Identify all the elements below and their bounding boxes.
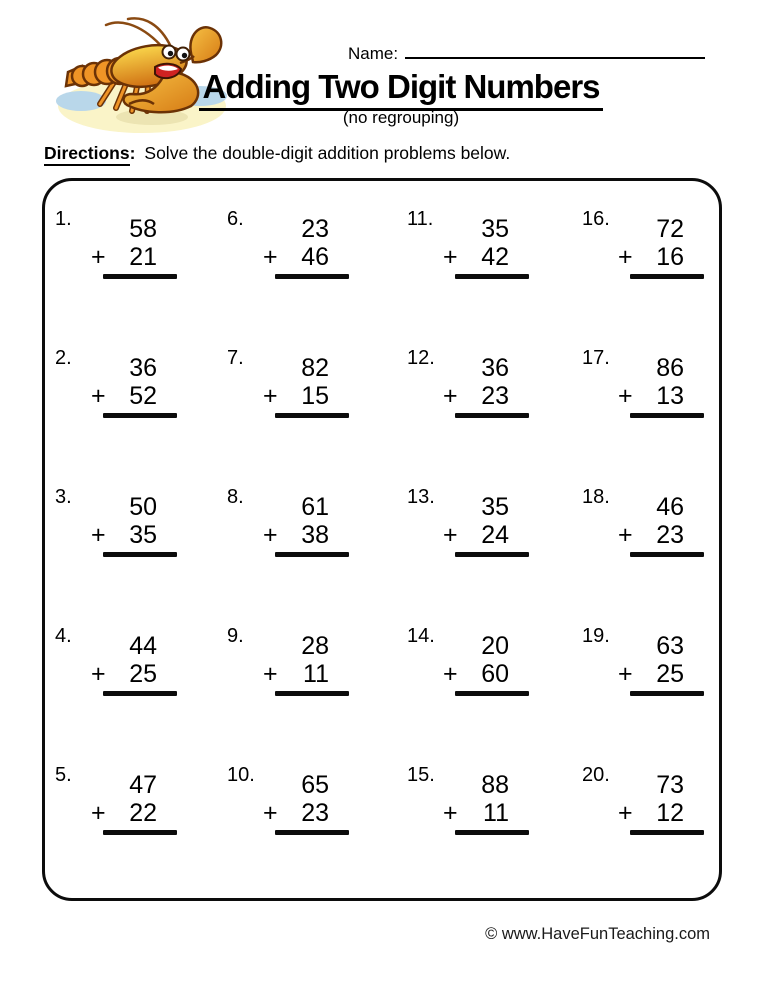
bottom-addend-row	[263, 522, 349, 548]
problem-19	[582, 620, 719, 759]
bottom-addend: 23	[481, 382, 509, 410]
problem-number: 11.	[407, 208, 434, 230]
addition-stack	[263, 494, 349, 557]
top-addend: 88	[481, 771, 509, 799]
bottom-addend: 23	[301, 799, 329, 827]
addition-stack	[263, 355, 349, 418]
answer-line	[455, 552, 529, 557]
top-addend: 61	[301, 493, 329, 521]
answer-line	[630, 552, 704, 557]
bottom-addend: 42	[481, 243, 509, 271]
bottom-addend-row	[263, 661, 349, 687]
name-blank-line	[405, 44, 705, 59]
name-label: Name:	[348, 44, 399, 63]
top-addend: 82	[301, 354, 329, 382]
bottom-addend: 13	[656, 382, 684, 410]
addition-stack	[91, 494, 177, 557]
problem-number: 13.	[407, 486, 435, 508]
bottom-addend-row	[618, 522, 704, 548]
bottom-addend-row	[443, 244, 529, 270]
bottom-addend-row	[91, 244, 177, 270]
plus-icon: +	[443, 799, 458, 827]
plus-icon: +	[618, 660, 633, 688]
addition-stack	[91, 355, 177, 418]
problem-number: 3.	[55, 486, 72, 508]
bottom-addend-row	[263, 383, 349, 409]
plus-icon: +	[443, 521, 458, 549]
top-addend: 72	[656, 215, 684, 243]
directions-colon: :	[129, 143, 136, 163]
problem-number: 20.	[582, 764, 610, 786]
answer-line	[455, 413, 529, 418]
top-addend: 28	[301, 632, 329, 660]
plus-icon: +	[618, 243, 633, 271]
addition-stack	[91, 772, 177, 835]
answer-line	[455, 691, 529, 696]
problem-9	[227, 620, 407, 759]
plus-icon: +	[91, 521, 106, 549]
bottom-addend-row	[618, 383, 704, 409]
problem-1	[55, 203, 227, 342]
problem-number: 10.	[227, 764, 255, 786]
plus-icon: +	[263, 799, 278, 827]
problems-box	[42, 178, 722, 901]
plus-icon: +	[91, 660, 106, 688]
directions-label: Directions	[44, 143, 130, 166]
problem-number: 7.	[227, 347, 244, 369]
bottom-addend-row	[443, 522, 529, 548]
bottom-addend-row	[263, 244, 349, 270]
top-addend: 35	[481, 215, 509, 243]
problem-number: 16.	[582, 208, 610, 230]
top-addend: 58	[129, 215, 157, 243]
bottom-addend-row	[91, 522, 177, 548]
answer-line	[630, 830, 704, 835]
bottom-addend-row	[263, 800, 349, 826]
page-title: Adding Two Digit Numbers	[30, 68, 772, 111]
problem-14	[407, 620, 582, 759]
top-addend: 35	[481, 493, 509, 521]
bottom-addend-row	[618, 800, 704, 826]
addition-stack	[443, 494, 529, 557]
top-addend: 73	[656, 771, 684, 799]
bottom-addend-row	[91, 800, 177, 826]
bottom-addend-row	[443, 800, 529, 826]
bottom-addend: 16	[656, 243, 684, 271]
problem-number: 8.	[227, 486, 244, 508]
bottom-addend: 52	[129, 382, 157, 410]
bottom-addend: 24	[481, 521, 509, 549]
bottom-addend: 11	[483, 799, 509, 827]
name-row	[348, 44, 705, 64]
bottom-addend: 38	[301, 521, 329, 549]
problem-20	[582, 759, 719, 898]
bottom-addend-row	[91, 661, 177, 687]
bottom-addend: 23	[656, 521, 684, 549]
answer-line	[103, 830, 177, 835]
bottom-addend: 25	[656, 660, 684, 688]
plus-icon: +	[618, 799, 633, 827]
problem-number: 1.	[55, 208, 72, 230]
problem-number: 19.	[582, 625, 610, 647]
top-addend: 36	[129, 354, 157, 382]
bottom-addend: 11	[303, 660, 329, 688]
bottom-addend: 22	[129, 799, 157, 827]
top-addend: 63	[656, 632, 684, 660]
page-subtitle: (no regrouping)	[342, 108, 460, 127]
bottom-addend: 46	[301, 243, 329, 271]
problem-number: 12.	[407, 347, 435, 369]
plus-icon: +	[263, 521, 278, 549]
answer-line	[275, 691, 349, 696]
problem-number: 6.	[227, 208, 244, 230]
directions-text: Solve the double-digit addition problems below.	[144, 143, 511, 163]
bottom-addend-row	[618, 661, 704, 687]
bottom-addend: 21	[129, 243, 157, 271]
problem-number: 4.	[55, 625, 72, 647]
problem-18	[582, 481, 719, 620]
addition-stack	[91, 216, 177, 279]
problem-12	[407, 342, 582, 481]
problem-2	[55, 342, 227, 481]
addition-stack	[263, 633, 349, 696]
plus-icon: +	[91, 243, 106, 271]
addition-stack	[618, 772, 704, 835]
top-addend: 65	[301, 771, 329, 799]
bottom-addend: 60	[481, 660, 509, 688]
plus-icon: +	[91, 382, 106, 410]
bottom-addend: 15	[301, 382, 329, 410]
top-addend: 86	[656, 354, 684, 382]
problem-5	[55, 759, 227, 898]
plus-icon: +	[443, 243, 458, 271]
answer-line	[103, 552, 177, 557]
addition-stack	[618, 216, 704, 279]
top-addend: 46	[656, 493, 684, 521]
directions	[44, 143, 510, 164]
plus-icon: +	[263, 660, 278, 688]
problem-8	[227, 481, 407, 620]
problem-number: 14.	[407, 625, 435, 647]
problem-number: 18.	[582, 486, 610, 508]
answer-line	[630, 413, 704, 418]
plus-icon: +	[263, 243, 278, 271]
problem-6	[227, 203, 407, 342]
problem-13	[407, 481, 582, 620]
problem-11	[407, 203, 582, 342]
plus-icon: +	[91, 799, 106, 827]
top-addend: 20	[481, 632, 509, 660]
plus-icon: +	[443, 382, 458, 410]
top-addend: 23	[301, 215, 329, 243]
addition-stack	[618, 494, 704, 557]
plus-icon: +	[443, 660, 458, 688]
bottom-addend: 25	[129, 660, 157, 688]
top-addend: 36	[481, 354, 509, 382]
addition-stack	[618, 355, 704, 418]
footer-copyright: © www.HaveFunTeaching.com	[485, 925, 710, 943]
bottom-addend-row	[443, 661, 529, 687]
problem-3	[55, 481, 227, 620]
answer-line	[275, 552, 349, 557]
plus-icon: +	[618, 382, 633, 410]
bottom-addend: 12	[656, 799, 684, 827]
problem-number: 15.	[407, 764, 435, 786]
plus-icon: +	[263, 382, 278, 410]
answer-line	[455, 830, 529, 835]
addition-stack	[443, 216, 529, 279]
bottom-addend-row	[91, 383, 177, 409]
addition-stack	[91, 633, 177, 696]
answer-line	[103, 413, 177, 418]
problem-number: 2.	[55, 347, 72, 369]
addition-stack	[443, 355, 529, 418]
problem-number: 17.	[582, 347, 610, 369]
bottom-addend-row	[618, 244, 704, 270]
top-addend: 44	[129, 632, 157, 660]
answer-line	[630, 691, 704, 696]
addition-stack	[263, 216, 349, 279]
answer-line	[103, 691, 177, 696]
problem-17	[582, 342, 719, 481]
plus-icon: +	[618, 521, 633, 549]
top-addend: 47	[129, 771, 157, 799]
bottom-addend: 35	[129, 521, 157, 549]
problem-4	[55, 620, 227, 759]
answer-line	[275, 413, 349, 418]
problem-7	[227, 342, 407, 481]
answer-line	[275, 830, 349, 835]
problem-16	[582, 203, 719, 342]
bottom-addend-row	[443, 383, 529, 409]
answer-line	[630, 274, 704, 279]
problem-number: 5.	[55, 764, 72, 786]
problem-15	[407, 759, 582, 898]
problem-number: 9.	[227, 625, 244, 647]
answer-line	[455, 274, 529, 279]
addition-stack	[443, 772, 529, 835]
addition-stack	[443, 633, 529, 696]
top-addend: 50	[129, 493, 157, 521]
addition-stack	[618, 633, 704, 696]
answer-line	[103, 274, 177, 279]
addition-stack	[263, 772, 349, 835]
problem-10	[227, 759, 407, 898]
answer-line	[275, 274, 349, 279]
